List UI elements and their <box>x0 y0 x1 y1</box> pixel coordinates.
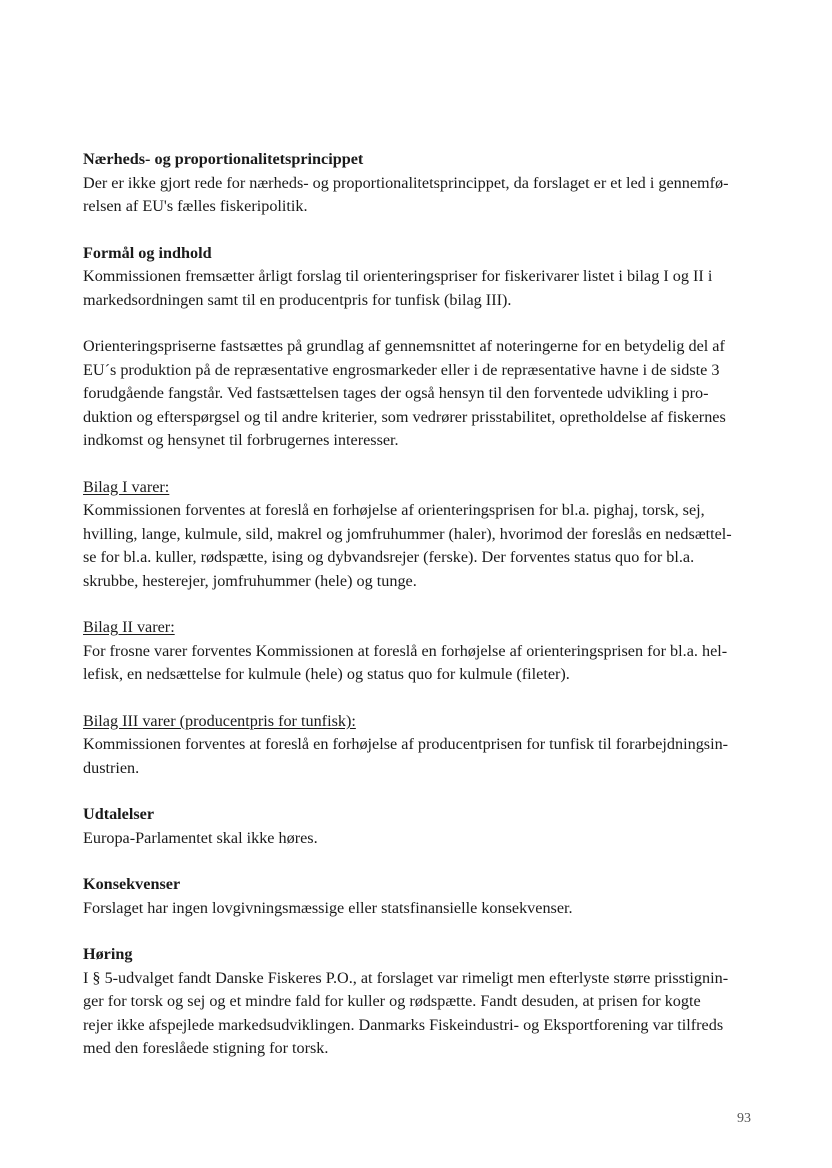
page-number: 93 <box>737 1111 751 1126</box>
section-annex-3 <box>83 710 753 781</box>
section-annex-1 <box>83 476 753 594</box>
body-line: forudgående fangstår. Ved fastsættelsen tages der også hensyn til den forventede udvikling i pro- <box>83 384 709 402</box>
body-line: relsen af EU's fælles fiskeripolitik. <box>83 197 308 215</box>
section-annex-2 <box>83 616 753 687</box>
body-line: markedsordningen samt til en producentpris for tunfisk (bilag III). <box>83 290 512 309</box>
section-heading: Konsekvenser <box>83 875 181 893</box>
body-line: dustrien. <box>83 758 140 777</box>
body-line: Kommissionen fremsætter årligt forslag til orienteringspriser for fiskerivarer listet i bilag I og II i <box>83 267 713 285</box>
body-line: For frosne varer forventes Kommissionen at foreslå en forhøjelse af orienteringsprisen for bl.a. hel- <box>83 641 728 660</box>
section-purpose <box>83 242 753 313</box>
body-line: Forslaget har ingen lovgivningsmæssige eller statsfinansielle konsekvenser. <box>83 898 573 917</box>
section-consequences <box>83 873 753 920</box>
body-line: ger for torsk og sej og et mindre fald for kuller og rødspætte. Fandt desuden, at prisen for kogte <box>83 992 701 1010</box>
body-line: hvilling, lange, kulmule, sild, makrel og jomfruhummer (haler), hvorimod der foreslås en nedsættel- <box>83 524 732 543</box>
section-subheading: Bilag III varer (producentpris for tunfisk): <box>83 711 356 730</box>
body-line: Orienteringspriserne fastsættes på grundlag af gennemsnittet af noteringerne for en betydelig del af <box>83 337 725 355</box>
section-body <box>83 172 753 219</box>
section-body <box>83 499 753 593</box>
body-line: indkomst og hensynet til forbrugernes interesser. <box>83 431 399 449</box>
section-body <box>83 897 753 921</box>
section-body <box>83 335 753 453</box>
section-heading: Udtalelser <box>83 805 155 823</box>
body-line: Der er ikke gjort rede for nærheds- og proportionalitetsprincippet, da forslaget er et led i gennemfø- <box>83 173 729 192</box>
body-line: duktion og efterspørgsel og til andre kriterier, som vedrører prisstabilitet, opretholdelse af fiskernes <box>83 407 726 426</box>
body-line: rejer ikke afspejlede markedsudviklingen. Danmarks Fiskeindustri- og Eksportforening var tilfreds <box>83 1015 724 1034</box>
body-line: skrubbe, hesterejer, jomfruhummer (hele) og tunge. <box>83 571 417 590</box>
section-body <box>83 733 753 780</box>
body-line: I § 5-udvalget fandt Danske Fiskeres P.O., at forslaget var rimeligt men efterlyste større prisstignin- <box>83 968 729 987</box>
section-heading: Nærheds- og proportionalitetsprincippet <box>83 150 364 168</box>
document-page <box>83 148 753 1084</box>
section-consultation <box>83 943 753 1061</box>
section-subheading: Bilag I varer: <box>83 477 170 496</box>
section-body <box>83 967 753 1061</box>
section-subsidiarity <box>83 148 753 219</box>
body-line: se for bl.a. kuller, rødspætte, ising og dybvandsrejer (ferske). Der forventes status quo for bl.a. <box>83 548 695 566</box>
body-line: lefisk, en nedsættelse for kulmule (hele) og status quo for kulmule (fileter). <box>83 665 570 683</box>
section-body <box>83 265 753 312</box>
body-line: Europa-Parlamentet skal ikke høres. <box>83 828 318 847</box>
section-subheading: Bilag II varer: <box>83 618 175 636</box>
body-line: Kommissionen forventes at foreslå en forhøjelse af producentprisen for tunfisk til forarbejdningsin- <box>83 735 729 753</box>
body-line: EU´s produktion på de repræsentative engrosmarkeder eller i de repræsentative havne i de sidste 3 <box>83 360 720 379</box>
body-line: med den foreslåede stigning for torsk. <box>83 1039 329 1057</box>
body-line: Kommissionen forventes at foreslå en forhøjelse af orienteringsprisen for bl.a. pighaj, torsk, sej, <box>83 501 705 519</box>
section-heading: Høring <box>83 945 133 963</box>
section-guide-prices <box>83 335 753 453</box>
section-body <box>83 827 753 851</box>
section-statements <box>83 803 753 850</box>
section-heading: Formål og indhold <box>83 243 212 262</box>
section-body <box>83 640 753 687</box>
